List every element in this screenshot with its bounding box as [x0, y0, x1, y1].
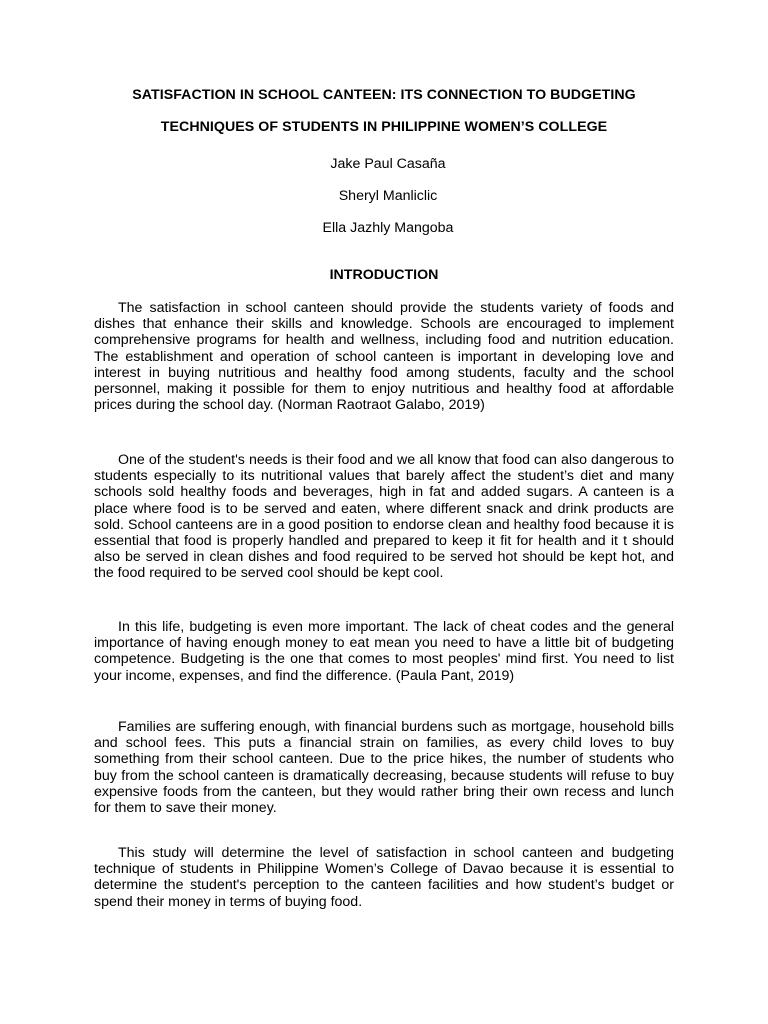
paragraph: One of the student's needs is their food and we all know that food can also dangerous to students especially to its nutritional values that barely affect the student’s diet and many schools sold healthy foods and beverages, high in fat and added sugars. A canteen is a place where food is to be served and eaten, where different snack and drink products are sold. School canteens are in a good position to endorse clean and healthy food because it is essential that food is properly handled and prepared to keep it fit for health and it t should also be served in clean dishes and food required to be served hot should be kept hot, and the food required to be served cool should be kept cool. — [94, 452, 674, 582]
paragraph: This study will determine the level of satisfaction in school canteen and budgeting technique of students in Philippine Women’s College of Davao because it is essential to determine the student's perception to the canteen facilities and how student’s budget or spend their money in terms of buying food. — [94, 845, 674, 910]
author-name: Jake Paul Casaña — [330, 156, 446, 172]
title-line-2: TECHNIQUES OF STUDENTS IN PHILIPPINE WOMEN’S COLLEGE — [160, 119, 608, 135]
paragraph: Families are suffering enough, with financial burdens such as mortgage, household bills and school fees. This puts a financial strain on families, as every child loves to buy something from their school canteen. Due to the price hikes, the number of students who buy from the school canteen is dramatically decreasing, because students will refuse to buy expensive foods from the canteen, but they would rather bring their own recess and lunch for them to save their money. — [94, 719, 674, 817]
title-line-1: SATISFACTION IN SCHOOL CANTEEN: ITS CONNECTION TO BUDGETING — [132, 87, 636, 103]
section-heading: INTRODUCTION — [329, 267, 439, 283]
paragraph: The satisfaction in school canteen should provide the students variety of foods and dishes that enhance their skills and knowledge. Schools are encouraged to implement comprehensive programs for health and wellness, including food and nutrition education. The establishment and operation of school canteen is important in developing love and interest in buying nutritious and healthy food among students, faculty and the school personnel, making it possible for them to enjoy nutritious and healthy food at affordable prices during the school day. (Norman Raotraot Galabo, 2019) — [94, 300, 674, 414]
author-name: Sheryl Manliclic — [338, 188, 438, 204]
author-name: Ella Jazhly Mangoba — [322, 220, 454, 236]
paragraph: In this life, budgeting is even more important. The lack of cheat codes and the general importance of having enough money to eat mean you need to have a little bit of budgeting competence. Budgeting is the one that comes to most peoples' mind first. You need to list your income, expenses, and find the difference. (Paula Pant, 2019) — [94, 619, 674, 684]
